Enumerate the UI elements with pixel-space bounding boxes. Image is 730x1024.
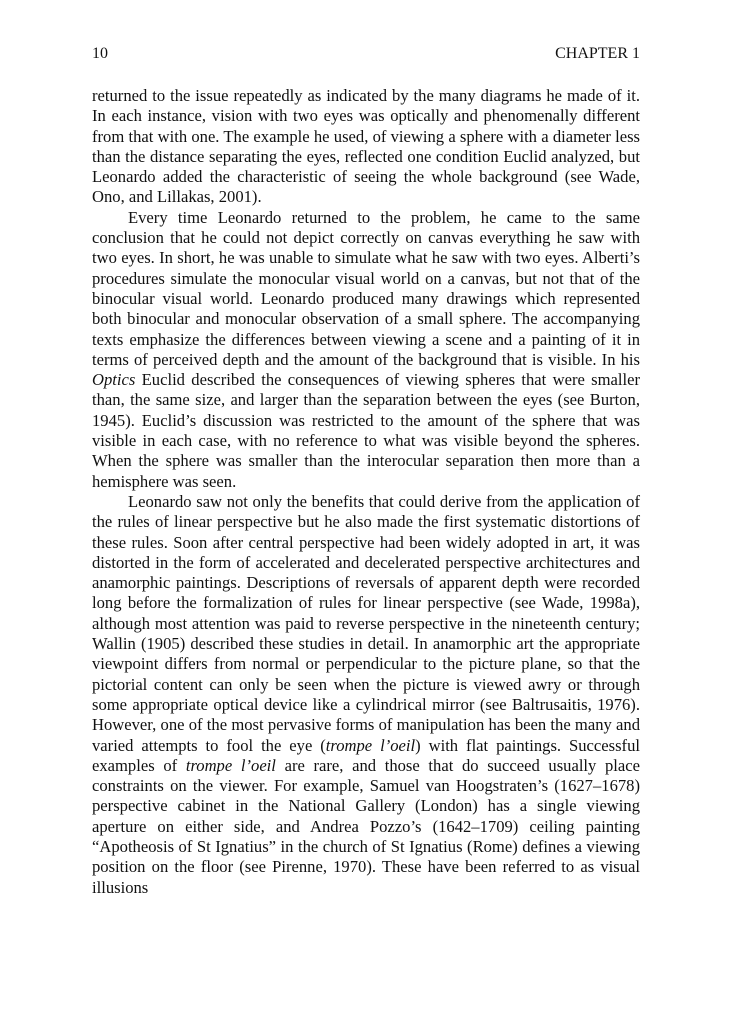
book-page	[92, 44, 640, 898]
italic-segment: trompe l’oeil	[185, 755, 276, 775]
text-segment: Euclid described the consequences of viewing spheres that were smaller than, the same size, and larger than the separation between the eyes (see Burton, 1945). Euclid’s discussion was restricted to the amount of the sphere that was visible in each case, with no reference to what was visible beyond the spheres. When the sphere was smaller than the interocular separation then more than a hemisphere was seen.	[92, 370, 640, 491]
italic-segment: trompe l’oeil	[325, 735, 416, 755]
page-number: 10	[92, 45, 108, 62]
italic-segment: Optics	[92, 370, 136, 390]
text-segment: Leonardo saw not only the benefits that could derive from the application of the rules of linear perspective but he also made the first systematic distortions of these rules. Soon after central perspective had been widely adopted in art, it was distorted in the form of accelerated and decelerated perspective architectures and anamorphic paintings. Descriptions of reversals of apparent depth were recorded long before the formalization of rules for linear perspective (see Wade, 1998a), although most attention was paid to reverse perspective in the nineteenth century; Wallin (1905) described these studies in detail. In anamorphic art the appropriate viewpoint differs from normal or perpendicular to the picture plane, so that the pictorial content can only be seen when the picture is viewed awry or through some appropriate optical device like a cylindrical mirror (see Baltrusaitis, 1976). However, one of the most pervasive forms of manipulation has been the many and varied attempts to fool the eye (	[92, 491, 640, 755]
text-segment: ) with flat paintings. Successful examples of	[92, 735, 640, 775]
chapter-title: CHAPTER 1	[555, 45, 640, 62]
paragraph-3	[92, 492, 640, 898]
paragraph-1	[92, 86, 640, 208]
body-text	[92, 86, 640, 898]
text-segment: returned to the issue repeatedly as indicated by the many diagrams he made of it. In each instance, vision with two eyes was optically and phenomenally different from that with one. The example he used, of viewing a sphere with a diameter less than the distance separating the eyes, reflected one condition Euclid analyzed, but Leonardo added the characteristic of seeing the whole background (see Wade, Ono, and Lillakas, 2001).	[92, 86, 640, 207]
running-head	[92, 44, 640, 64]
text-segment: are rare, and those that do succeed usually place constraints on the viewer. For example, Samuel van Hoogstraten’s (1627–1678) perspective cabinet in the National Gallery (London) has a single viewing aperture on either side, and Andrea Pozzo’s (1642–1709) ceiling painting “Apotheosis of St Ignatius” in the church of St Ignatius (Rome) defines a viewing position on the floor (see Pirenne, 1970). These have been referred to as visual illusions	[92, 755, 641, 897]
text-segment: Every time Leonardo returned to the problem, he came to the same conclusion that he could not depict correctly on canvas everything he saw with two eyes. In short, he was unable to simulate what he saw with two eyes. Alberti’s procedures simulate the monocular visual world on a canvas, but not that of the binocular visual world. Leonardo produced many drawings which represented both binocular and monocular observation of a small sphere. The accompanying texts emphasize the differences between viewing a scene and a painting of it in terms of perceived depth and the amount of the background that is visible. In his	[92, 207, 640, 369]
paragraph-2	[92, 208, 640, 492]
